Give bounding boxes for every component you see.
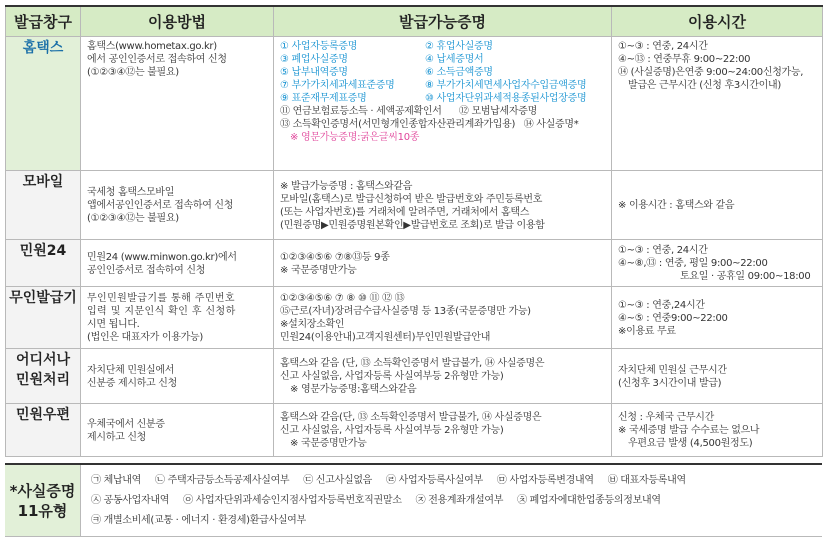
footer-row <box>91 491 812 511</box>
method-line: 앱에서공인인증서로 접속하여 신청 <box>87 200 234 211</box>
hours-line: (신청후 3시간이내 발급) <box>618 377 722 389</box>
footer-row <box>91 471 812 491</box>
method-line: (법인은 대표자가 이용가능) <box>87 332 203 343</box>
method-line: 에서 공인인증서로 접속하여 신청 <box>87 54 227 65</box>
fact-type: ㉩ 폐업자에대한업종등의정보내역 <box>517 494 661 506</box>
fact-cert-types <box>5 463 822 537</box>
channel-minwon24: 민원24 <box>6 240 81 287</box>
hours-kiosk <box>612 296 822 340</box>
hours-line: ※이용료 무료 <box>618 325 676 337</box>
method-line: 시면 됩니다. <box>87 319 140 330</box>
hours-line: ①~③ : 연중, 24시간 <box>618 245 708 256</box>
hours-mobile: ※ 이용시간 : 홈택스와 같음 <box>618 200 735 211</box>
footer-title <box>5 464 81 537</box>
method-line: 공인인증서로 접속하여 신청 <box>87 264 206 276</box>
hours-line: ①~③ : 연중,24시간 <box>618 299 705 311</box>
cert-pair <box>280 40 606 53</box>
footer-row <box>91 511 812 531</box>
cert-item: ④ 납세증명서 <box>425 54 484 65</box>
hours-hometax <box>612 37 822 94</box>
cert-item: ⑩ 사업자단위과세적용종된사업장증명 <box>425 93 587 104</box>
cert-line: ※ 영문가능증명:홈택스와같음 <box>290 384 417 395</box>
hours-line: ※ 국세증명 발급 수수료는 없으나 <box>618 425 760 436</box>
cert-item: ③ 폐업사실증명 <box>280 54 348 65</box>
cert-line: 신고 사실없음, 사업자등록 사실여부등 2유형만 가능) <box>280 425 504 436</box>
certs-post <box>274 408 611 452</box>
channel-post: 민원우편 <box>6 404 81 457</box>
cert-pair <box>280 66 606 79</box>
cert-line: 신고 사실없음, 사업자등록 사실여부등 2유형만 가능) <box>280 371 504 382</box>
cert-item: ⑨ 표준재무제표증명 <box>280 93 367 104</box>
channel-kiosk: 무인발급기 <box>6 287 81 349</box>
hours-line: ④~⑤ : 연중9:00~22:00 <box>618 312 728 324</box>
fact-type: ㉤ 사업자등록변경내역 <box>496 474 594 486</box>
cert-line: ①②③④⑤⑥ ⑦ ⑧ ⑩ ⑪ ⑫ ⑬ <box>280 293 405 304</box>
certificate-table <box>5 5 823 457</box>
cert-line: 민원24(이용안내)고객지원센터)무인민원발급안내 <box>280 332 491 343</box>
method-line: 제시하고 신청 <box>87 431 147 443</box>
footer-title-line: 11유형 <box>17 501 68 520</box>
cert-note: ※ 영문가능증명:굵은글씨10종 <box>290 132 420 143</box>
fact-type: ㉠ 체납내역 <box>91 474 142 486</box>
hours-line: 발급은 근무시간 (신청 후3시간이내) <box>628 80 781 91</box>
cert-item: ⑦ 부가가치세과세표준증명 <box>280 80 395 91</box>
hours-line: 우편요금 발생 (4,500원정도) <box>628 438 753 449</box>
footer-body <box>81 464 823 537</box>
fact-type: ㉧ 사업자단위과세승인지점사업자등록번호직권말소 <box>183 494 402 506</box>
certs-mobile <box>274 177 611 234</box>
channel-anywhere <box>6 349 81 404</box>
hours-line: 신청 : 우체국 근무시간 <box>618 412 714 423</box>
fact-type: ㉡ 주택자금등소득공제사실여부 <box>155 474 290 486</box>
channel-hometax: 홈택스 <box>6 37 81 171</box>
method-line: 민원24 (www.minwon.go.kr)에서 <box>87 251 237 263</box>
hours-minwon24 <box>612 241 822 285</box>
fact-type: ㉦ 공동사업자내역 <box>91 494 170 506</box>
method-line: 자치단체 민원실에서 <box>87 364 175 376</box>
channel-mobile: 모바일 <box>6 171 81 240</box>
row-post <box>6 404 823 457</box>
hours-anywhere <box>612 361 822 392</box>
fact-type: ㉨ 전용계좌개설여부 <box>415 494 504 506</box>
method-line: 우체국에서 신분증 <box>87 418 165 430</box>
cert-pair <box>280 79 606 92</box>
cert-item: ① 사업자등록증명 <box>280 41 358 52</box>
header-channel: 발급창구 <box>6 6 81 37</box>
cert-line: 모바일(홈택스)로 발급신청하여 받은 발급번호와 주민등록번호 <box>280 193 543 205</box>
cert-line: (민원증명▶민원증명원본확인▶발급번호로 조회)로 발급 이용함 <box>280 219 545 231</box>
method-line: 국세청 홈택스모바일 <box>87 187 175 198</box>
row-kiosk <box>6 287 823 349</box>
cert-extra: ⑪ 연금보험료등소득 · 세액공제확인서 ⑫ 모범납세자증명 <box>280 106 537 117</box>
cert-line: ⑮근로(자녀)장려금수급사실증명 등 13종(국문증명만 가능) <box>280 306 531 317</box>
method-line: 입력 및 지문인식 확인 후 신청하 <box>87 306 236 317</box>
cert-pair <box>280 53 606 66</box>
fact-type: ㉢ 신고사실없음 <box>303 474 373 486</box>
fact-type: ㉪ 개별소비세(교통 · 에너지 · 환경세)환급사실여부 <box>91 514 306 526</box>
cert-line: 홈택스와 같음(단, ⑬ 소득확인증명서 발급불가, ⑭ 사실증명은 <box>280 412 542 423</box>
certs-minwon24 <box>274 248 611 279</box>
method-post <box>81 415 273 446</box>
header-method: 이용방법 <box>81 6 274 37</box>
hours-line: 자치단체 민원실 근무시간 <box>618 364 727 376</box>
cert-pair <box>280 92 606 105</box>
cert-item: ⑧ 부가가치세면세사업자수입금액증명 <box>425 80 587 91</box>
cert-item: ⑥ 소득금액증명 <box>425 67 493 78</box>
cert-line: ※ 국문증명만가능 <box>280 264 357 276</box>
cert-line: ※설치장소확인 <box>280 319 345 330</box>
row-hometax <box>6 37 823 171</box>
hours-post <box>612 408 822 452</box>
method-line: 홈택스(www.hometax.go.kr) <box>87 41 217 52</box>
row-mobile <box>6 171 823 240</box>
hours-line: ④~⑬ : 연중무휴 9:00~22:00 <box>618 54 751 65</box>
certs-anywhere <box>274 354 611 398</box>
fact-type: ㉥ 대표자등록내역 <box>607 474 686 486</box>
cert-item: ② 휴업사실증명 <box>425 41 493 52</box>
hours-line: ①~③ : 연중, 24시간 <box>618 41 708 52</box>
certs-kiosk <box>274 289 611 346</box>
hours-line: ⑭ (사실증명)은연중 9:00~24:00신청가능, <box>618 67 804 78</box>
cert-line: ※ 국문증명만가능 <box>290 438 367 449</box>
fact-type: ㉣ 사업자등록사실여부 <box>386 474 483 486</box>
method-kiosk <box>81 289 273 346</box>
header-row <box>6 6 823 37</box>
row-anywhere <box>6 349 823 404</box>
cert-line: (또는 사업자번호)를 거래처에 알려주면, 거래처에서 홈택스 <box>280 206 530 218</box>
method-line: 무인민원발급기를 통해 주민번호 <box>87 293 235 304</box>
cert-extra: ⑬ 소득확인증명서(서민형개인종합자산관리계좌가입용) ⑭ 사실증명* <box>280 119 579 130</box>
certs-hometax <box>274 37 611 146</box>
method-minwon24 <box>81 248 273 279</box>
cert-line: ①②③④⑤⑥ ⑦⑧⑬등 9종 <box>280 251 390 263</box>
method-line: (①②③④⑫는 불필요) <box>87 67 179 78</box>
hours-line: ④~⑧,⑬ : 연중, 평일 9:00~22:00 <box>618 258 768 269</box>
header-hours: 이용시간 <box>612 6 823 37</box>
method-line: 신분증 제시하고 신청 <box>87 377 177 389</box>
cert-line: ※ 발급가능증명 : 홈택스와같음 <box>280 180 413 192</box>
footer-title-line: *사실증명 <box>9 481 76 500</box>
method-mobile <box>81 183 273 227</box>
row-minwon24 <box>6 240 823 287</box>
header-certs: 발급가능증명 <box>274 6 612 37</box>
method-line: (①②③④⑫는 불필요) <box>87 213 179 224</box>
method-anywhere <box>81 361 273 392</box>
channel-line: 어디서나 <box>15 352 71 368</box>
method-hometax <box>81 37 273 81</box>
hours-line: 토요일 · 공휴일 09:00~18:00 <box>680 271 811 282</box>
cert-item: ⑤ 납부내역증명 <box>280 67 348 78</box>
channel-line: 민원처리 <box>15 372 71 388</box>
cert-line: 홈택스와 같음 (단, ⑬ 소득확인증명서 발급불가, ⑭ 사실증명은 <box>280 358 545 369</box>
